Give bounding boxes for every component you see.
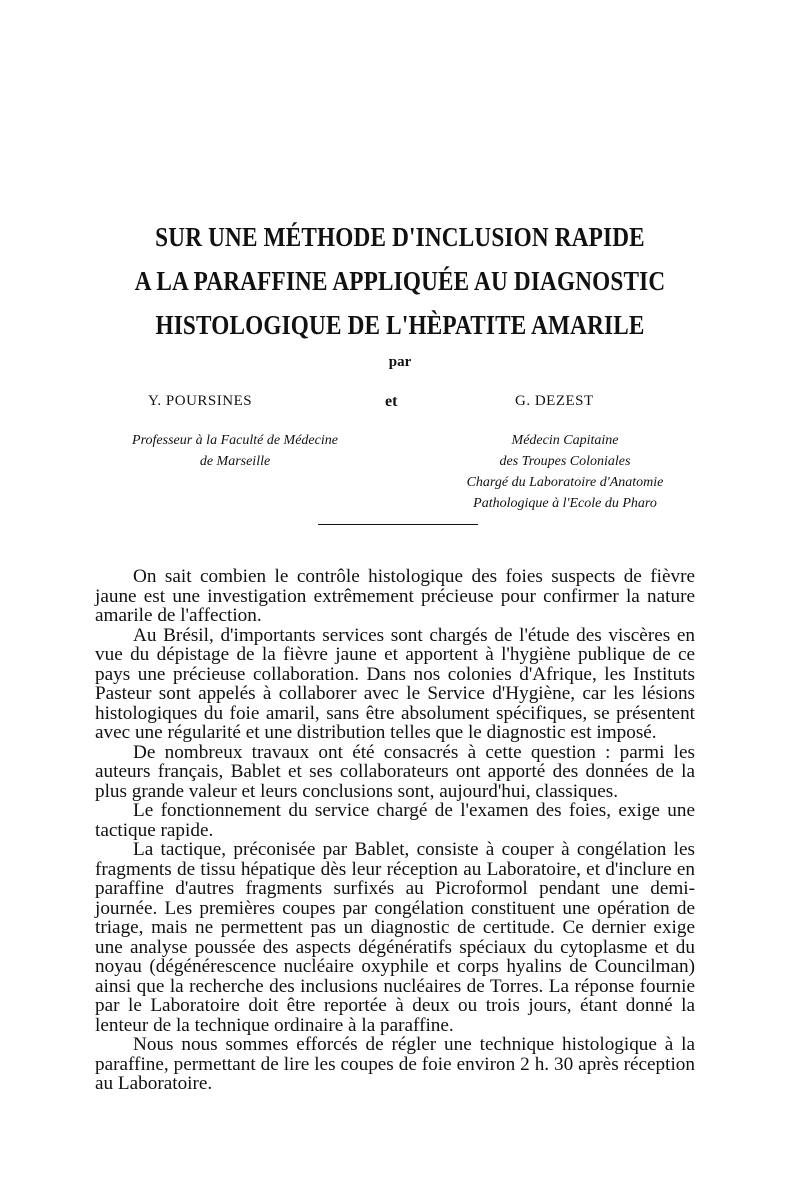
paragraph: Le fonctionnement du service chargé de l'examen des foies, exige une tactique rapide.: [95, 800, 695, 841]
affiliation-line: des Troupes Coloniales: [499, 454, 631, 469]
paragraph: De nombreux travaux ont été consacrés à cette question : parmi les auteurs français, Bablet et ses collaborateurs ont apporté des données de la plus grande valeur et leurs conclusions sont, aujourd'hui, classiques.: [95, 741, 695, 802]
author-1-affiliation: [95, 430, 375, 472]
author-2-affiliation: [420, 430, 710, 514]
byline-and: et: [385, 393, 398, 410]
author-2-name: G. DEZEST: [515, 393, 594, 409]
byline-par: par: [388, 354, 412, 370]
affiliation-line: de Marseille: [199, 454, 271, 469]
author-1-name: Y. POURSINES: [148, 393, 253, 409]
affiliation-line: Médecin Capitaine: [511, 433, 619, 448]
paragraph: Au Brésil, d'importants services sont chargés de l'étude des viscères en vue du dépistage de la fièvre jaune et apportent à l'hygiène publique de ce pays une précieuse collaboration. Dans nos colonies d'Afrique, les Instituts Pasteur sont appelés à collaborer avec le Service d'Hygiène, car les lésions histologiques du foie amaril, sans être absolument spécifiques, se présentent avec une régularité et une distribution telles que le diagnostic est imposé.: [95, 624, 695, 743]
paragraph: On sait combien le contrôle histologique des foies suspects de fièvre jaune est une investigation extrêmement précieuse pour confirmer la nature amarile de l'affection.: [95, 566, 695, 626]
title-line-3: HISTOLOGIQUE DE L'HÈPATITE AMARILE: [155, 310, 645, 340]
title-line-1: SUR UNE MÉTHODE D'INCLUSION RAPIDE: [155, 222, 645, 252]
affiliation-line: Chargé du Laboratoire d'Anatomie: [466, 475, 664, 490]
separator-rule: [318, 524, 478, 525]
affiliation-line: Professeur à la Faculté de Médecine: [132, 433, 338, 448]
article-body: [95, 567, 695, 1094]
affiliation-line: Pathologique à l'Ecole du Pharo: [473, 496, 657, 511]
paragraph: Nous nous sommes efforcés de régler une technique histologique à la paraffine, permettant de lire les coupes de foie environ 2 h. 30 après réception au Laboratoire.: [95, 1034, 695, 1094]
paragraph: La tactique, préconisée par Bablet, consiste à couper à congélation les fragments de tissu hépatique dès leur réception au Laboratoire, et d'inclure en paraffine d'autres fragments surfixés au Picroformol pendant une demi-journée. Les premières coupes par congélation constituent une opération de triage, mais ne permettent pas un diagnostic de certitude. Ce dernier exige une analyse poussée des aspects dégénératifs spéciaux du cytoplasme et du noyau (dégénérescence nucléaire oxyphile et corps hyalins de Councilman) ainsi que la recherche des inclusions nucléaires de Torres. La réponse fournie par le Laboratoire doit être reportée à deux ou trois jours, étant donné la lenteur de la technique ordinaire à la paraffine.: [95, 839, 695, 1036]
title-line-2: A LA PARAFFINE APPLIQUÉE AU DIAGNOSTIC: [134, 266, 666, 296]
